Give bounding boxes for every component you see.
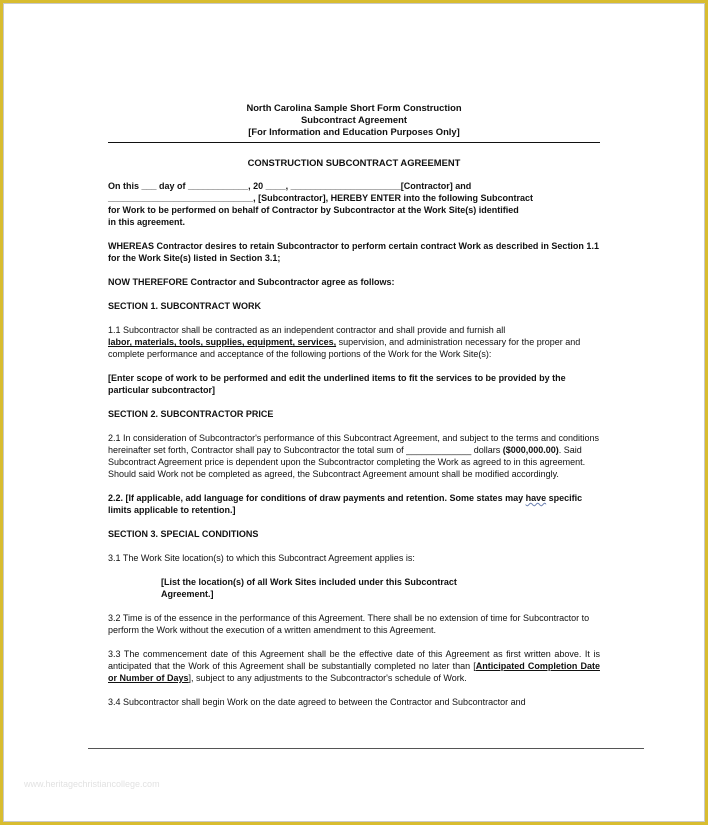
header-divider: [108, 142, 600, 143]
opening-line-2: _____________________________, [Subcontractor], HEREBY ENTER into the following Subcontract: [108, 193, 533, 203]
s1-p1-start: 1.1 Subcontractor shall be contracted as an independent contractor and shall provide and furnish all: [108, 325, 506, 335]
document-body: [108, 102, 600, 708]
s1-p1-rest: supervision, and administration necessary for the proper and complete performance and acceptance of the following portions of the Work for the Work Site(s):: [108, 337, 581, 359]
section-3-4-paragraph: 3.4 Subcontractor shall begin Work on the date agreed to between the Contractor and Subcontractor and: [108, 697, 526, 707]
opening-paragraph: [108, 180, 600, 228]
agreement-title: CONSTRUCTION SUBCONTRACT AGREEMENT: [247, 157, 461, 168]
now-therefore-paragraph: NOW THEREFORE Contractor and Subcontractor agree as follows:: [108, 277, 395, 287]
section-2-2-paragraph: [108, 492, 600, 516]
s2-price: ($000,000.00): [502, 445, 559, 455]
header-line-3: [For Information and Education Purposes Only]: [248, 126, 460, 137]
footer-divider: [88, 748, 644, 749]
opening-line-4: in this agreement.: [108, 217, 186, 227]
section-3-3-paragraph: [108, 648, 600, 684]
section-2-heading: SECTION 2. SUBCONTRACTOR PRICE: [108, 409, 274, 419]
s2-p1-part2: . Said Subcontract Agreement price is dependent upon the Subcontractor completing the Work as agreed to in this agreement. Should said Work not be completed as agreed, the Subcontract Agreement amount shall be modified accordingly.: [108, 445, 586, 479]
document-header: [108, 102, 600, 138]
section-3-heading: SECTION 3. SPECIAL CONDITIONS: [108, 529, 259, 539]
opening-line-3: for Work to be performed on behalf of Contractor by Subcontractor at the Work Site(s) identified: [108, 205, 519, 215]
section-2-1-paragraph: [108, 432, 600, 480]
s2-p2-wavy: have: [525, 493, 547, 503]
s3-p3-underlined: Anticipated Completion Date or Number of Days: [108, 661, 600, 683]
s2-p2-start: 2.2. [If applicable, add language for conditions of draw payments and retention. Some states may: [108, 493, 526, 503]
s3-note-line-1: [List the location(s) of all Work Sites included under this Subcontract: [161, 577, 457, 587]
section-1-heading: SECTION 1. SUBCONTRACT WORK: [108, 301, 261, 311]
section-3-note: [108, 576, 600, 600]
s3-p3-start: 3.3 The commencement date of this Agreement shall be the effective date of this Agreement as first written above. It is anticipated that the Work of this Agreement shall be substantially completed no later than [: [108, 649, 600, 671]
s3-note-line-2: Agreement.]: [161, 589, 214, 599]
s2-p2-end: specific limits applicable to retention.]: [108, 493, 583, 515]
document-page: [3, 3, 705, 822]
watermark-text: www.heritagechristiancollege.com: [24, 779, 160, 789]
section-1-1-paragraph: [108, 324, 600, 360]
header-line-2: Subcontract Agreement: [301, 114, 407, 125]
section-3-1-paragraph: 3.1 The Work Site location(s) to which this Subcontract Agreement applies is:: [108, 553, 415, 563]
section-1-note: [Enter scope of work to be performed and edit the underlined items to fit the services to be provided by the particular subcontractor]: [108, 373, 566, 395]
section-3-2-paragraph: 3.2 Time is of the essence in the performance of this Agreement. There shall be no extension of time for Subcontractor to perform the Work without the execution of a written amendment to this Agreement.: [108, 613, 590, 635]
header-line-1: North Carolina Sample Short Form Construction: [246, 102, 462, 113]
s2-p1-part1: 2.1 In consideration of Subcontractor's performance of this Subcontract Agreement, and subject to the terms and conditions hereinafter set forth, Contractor shall pay to Subcontractor the total sum of _____________ dollars: [108, 433, 599, 455]
whereas-paragraph: WHEREAS Contractor desires to retain Subcontractor to perform certain contract Work as described in Section 1.1 for the Work Site(s) listed in Section 3.1;: [108, 241, 599, 263]
s1-p1-underlined: labor, materials, tools, supplies, equipment, services,: [108, 337, 337, 347]
opening-line-1: On this ___ day of ____________, 20 ____, ______________________[Contractor] and: [108, 181, 472, 191]
s3-p3-end: ], subject to any adjustments to the Subcontractor's schedule of Work.: [188, 673, 467, 683]
